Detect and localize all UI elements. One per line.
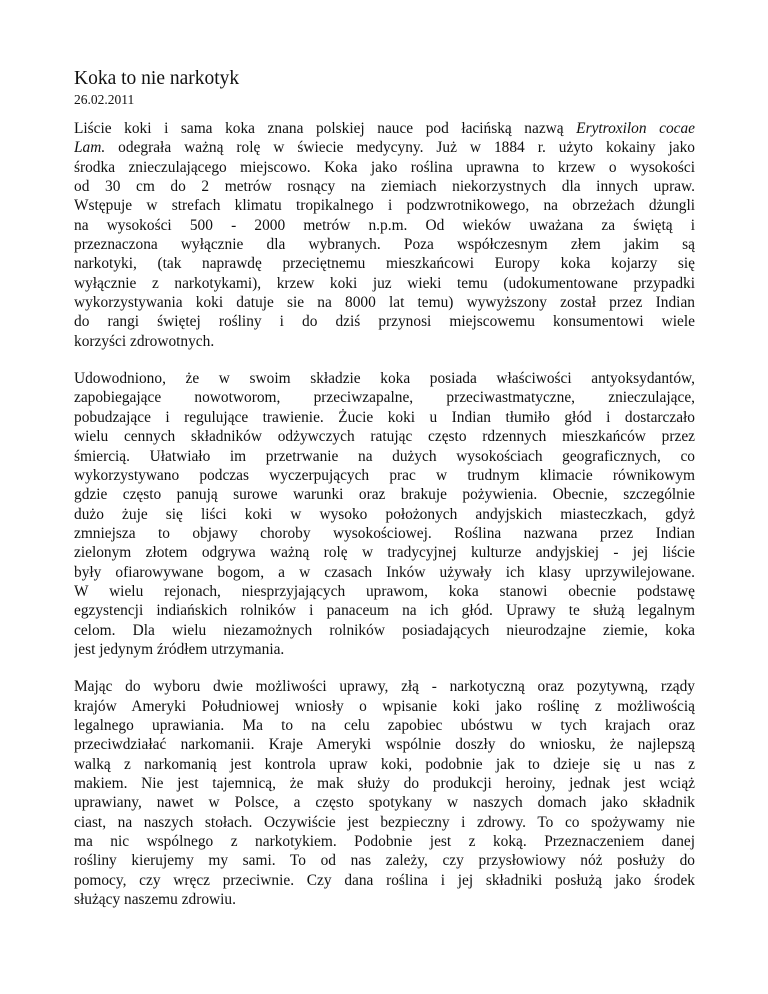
text-line (74, 466, 695, 485)
text-run: wykorzystywania koki datuje sie na 8000 lat temu) wywyższony został przez Indian (74, 294, 695, 312)
text-line (74, 755, 695, 774)
italic-text: Lam. (74, 139, 106, 157)
text-line (74, 447, 695, 466)
text-run: zapobiegające nowotworom, przeciwzapalne, przeciwastmatyczne, znieczulające, (74, 389, 695, 407)
text-run: przeznaczona wyłącznie dla wybranych. Poza współczesnym złem jakim są (74, 236, 695, 254)
text-line (74, 793, 695, 812)
document-date: 26.02.2011 (74, 92, 135, 107)
text-line (74, 716, 695, 735)
text-line (74, 138, 695, 157)
text-run: środka znieczulającego miejscowo. Koka jako roślina uprawna to krzew o wysokości (74, 158, 695, 176)
text-line (74, 890, 695, 909)
text-line (74, 582, 695, 601)
text-line (74, 735, 695, 754)
text-run: zmniejsza to objawy choroby wysokościowej. Roślina nazwana przez Indian (74, 524, 695, 542)
text-run: W wielu rejonach, niesprzyjających uprawom, koka stanowi obecnie podstawę (74, 582, 695, 600)
text-line (74, 235, 695, 254)
text-run: służący naszemu zdrowiu. (74, 891, 236, 909)
text-run: ciast, na naszych stołach. Oczywiście jest bezpieczny i zdrowy. To co spożywamy nie (74, 813, 695, 831)
text-run: Mając do wyboru dwie możliwości uprawy, złą - narkotyczną oraz pozytywną, rządy (74, 678, 695, 696)
text-line (74, 524, 695, 543)
text-run: wykorzystywano podczas wyczerpujących prac w trudnym klimacie równikowym (74, 466, 695, 484)
text-line (74, 543, 695, 562)
text-line (74, 332, 695, 351)
text-run: pomocy, czy wręcz przeciwnie. Czy dana roślina i jej składniki posłużą jako środek (74, 871, 695, 889)
text-line (74, 871, 695, 890)
text-run: krajów Ameryki Południowej wniosły o wpisanie koki jako roślinę z możliwością (74, 697, 695, 715)
text-line (74, 505, 695, 524)
paragraph (74, 369, 695, 659)
paragraph (74, 677, 695, 909)
text-line (74, 832, 695, 851)
text-line (74, 408, 695, 427)
article-body (74, 119, 695, 927)
text-line (74, 563, 695, 582)
text-line (74, 485, 695, 504)
text-line (74, 293, 695, 312)
paragraph (74, 119, 695, 351)
text-run: Udowodniono, że w swoim składzie koka posiada właściwości antyoksydantów, (74, 370, 695, 388)
text-run: przeciwdziałać narkomanii. Kraje Ameryki wspólnie doszły do wniosku, że najlepszą (74, 736, 695, 754)
text-line (74, 369, 695, 388)
text-line (74, 427, 695, 446)
text-line (74, 774, 695, 793)
text-run: zielonym złotem odgrywa ważną rolę w tradycyjnej kulturze andyjskiej - jej liście (74, 544, 695, 562)
text-line (74, 158, 695, 177)
text-run: od 30 cm do 2 metrów rosnący na ziemiach niekorzystnych dla innych upraw. (74, 178, 695, 196)
text-line (74, 196, 695, 215)
text-run: wyłącznie z narkotykami), krzew koki juz wieki temu (udokumentowane przypadki (74, 274, 695, 292)
text-run: celom. Dla wielu niezamożnych rolników posiadających nieurodzajne ziemie, koka (74, 621, 695, 639)
text-run: gdzie często panują surowe warunki oraz brakuje pożywienia. Obecnie, szczególnie (74, 486, 695, 504)
text-run: śmiercią. Ułatwiało im przetrwanie na dużych wysokościach geograficznych, co (74, 447, 695, 465)
text-line (74, 254, 695, 273)
text-run: legalnego uprawiania. Ma to na celu zapobiec ubóstwu w tych krajach oraz (74, 716, 695, 734)
text-run: Liście koki i sama koka znana polskiej nauce pod łacińską nazwą (74, 120, 577, 137)
text-run: były ofiarowywane bogom, a w czasach Inków używały ich klasy uprzywilejowane. (74, 563, 695, 581)
text-run: dużo żuje się liści koki w wysoko położonych andyjskich miasteczkach, gdyż (74, 505, 695, 523)
text-run: odegrała ważną rolę w świecie medycyny. Już w 1884 r. użyto kokainy jako (105, 139, 695, 157)
text-run: korzyści zdrowotnych. (74, 332, 215, 350)
text-line (74, 601, 695, 620)
text-run: do rangi świętej rośliny i do dziś przynosi miejscowemu konsumentowi wiele (74, 313, 695, 331)
text-run: walką z narkomanią jest kontrola upraw koki, podobnie jak to dzieje się u nas z (74, 755, 695, 773)
text-line (74, 312, 695, 331)
text-run: pobudzające i regulujące trawienie. Żucie koki u Indian tłumiło głód i dostarczało (74, 408, 695, 426)
text-run: Wstępuje w strefach klimatu tropikalnego i podzwrotnikowego, na obrzeżach dżungli (74, 197, 695, 215)
text-run: narkotyki, (tak naprawdę przeciętnemu mieszkańcowi Europy koka kojarzy się (74, 255, 695, 273)
text-run: ma nic wspólnego z narkotykiem. Podobnie jest z koką. Przeznaczeniem danej (74, 833, 695, 851)
italic-text: Erytroxilon cocae (576, 120, 695, 137)
text-line (74, 813, 695, 832)
text-line (74, 851, 695, 870)
text-line (74, 274, 695, 293)
text-run: wielu cennych składników odżywczych ratując często rdzennych mieszkańców przez (74, 428, 695, 446)
text-line (74, 216, 695, 235)
text-run: egzystencji indiańskich rolników i panaceum na ich głód. Uprawy te służą legalnym (74, 602, 695, 620)
text-run: makiem. Nie jest tajemnicą, że mak służy do produkcji heroiny, jednak jest wciąż (74, 775, 695, 792)
text-line (74, 177, 695, 196)
text-run: uprawiany, nawet w Polsce, a często spotykany w naszych domach jako składnik (74, 794, 695, 812)
text-line (74, 388, 695, 407)
text-run: na wysokości 500 - 2000 metrów n.p.m. Od wieków uważana za świętą i (74, 216, 695, 234)
text-line (74, 640, 695, 659)
text-line (74, 621, 695, 640)
text-run: jest jedynym źródłem utrzymania. (74, 640, 285, 658)
text-run: rośliny kierujemy my sami. To od nas zależy, czy przysłowiowy nóż posłuży do (74, 852, 695, 870)
text-line (74, 677, 695, 696)
text-line (74, 697, 695, 716)
text-line (74, 119, 695, 138)
document-title: Koka to nie narkotyk (74, 68, 240, 89)
